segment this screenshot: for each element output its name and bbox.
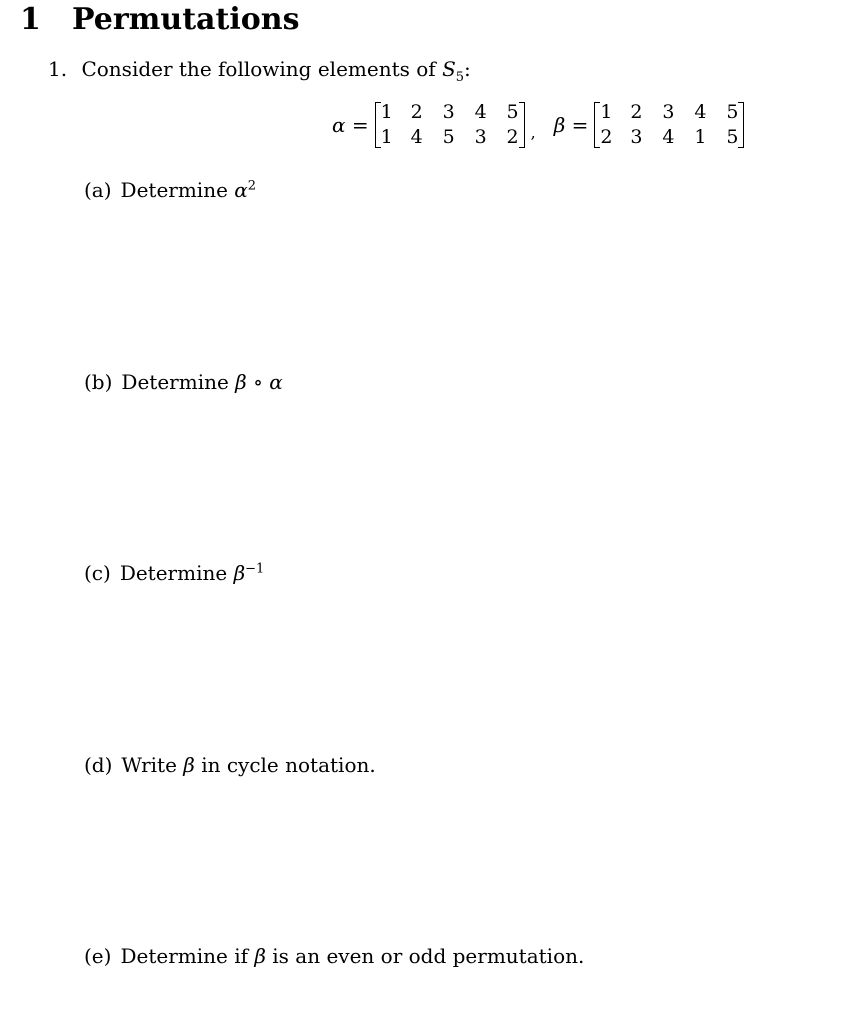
group-subscript: 5 (455, 70, 465, 85)
matrix-cell: 4 (662, 126, 675, 148)
part-superscript: 2 (247, 178, 257, 194)
matrix-cell: 4 (410, 126, 423, 148)
problem-number: 1. (48, 57, 68, 81)
matrix-cell: 5 (506, 101, 519, 123)
matrix-cell: 3 (630, 126, 643, 148)
beta-symbol: β (553, 113, 566, 137)
alpha-symbol: α (332, 113, 346, 137)
alpha-top-row (381, 100, 519, 125)
matrix-cell: 4 (694, 101, 707, 123)
alpha-equals: = (351, 113, 369, 137)
part-superscript: −1 (245, 561, 265, 577)
beta-bottom-row (600, 125, 738, 150)
matrix-cell: 1 (694, 126, 707, 148)
problem-intro-end: : (464, 57, 471, 81)
matrix-cell: 3 (662, 101, 675, 123)
part-label: (b) (84, 370, 113, 394)
matrix-cell: 5 (726, 126, 739, 148)
matrix-cell: 1 (600, 101, 613, 123)
section-number: 1 (20, 2, 41, 37)
section-heading (20, 2, 299, 37)
alpha-bottom-row (381, 125, 519, 150)
matrix-cell: 5 (442, 126, 455, 148)
part-d (84, 753, 376, 777)
matrix-cell: 3 (442, 101, 455, 123)
part-text-continued: is an even or odd permutation. (272, 944, 585, 968)
matrix-cell: 2 (630, 101, 643, 123)
matrix-cell: 4 (474, 101, 487, 123)
part-a (84, 178, 256, 202)
part-text-continued: in cycle notation. (201, 753, 376, 777)
matrix-cell: 5 (726, 101, 739, 123)
part-b (84, 370, 283, 394)
alpha-matrix (375, 100, 525, 150)
part-label: (c) (84, 561, 111, 585)
problem-intro-text: Consider the following elements of (81, 57, 436, 81)
part-label: (e) (84, 944, 112, 968)
matrix-separator: , (530, 123, 536, 142)
problem-intro (48, 57, 471, 85)
part-text: Determine (119, 561, 228, 585)
part-math: β (183, 753, 195, 777)
part-label: (a) (84, 178, 112, 202)
matrix-cell: 2 (410, 101, 423, 123)
matrix-cell: 2 (506, 126, 519, 148)
part-math: β ∘ α (235, 370, 283, 394)
section-title: Permutations (72, 2, 300, 37)
beta-top-row (600, 100, 738, 125)
permutation-definitions (332, 100, 744, 150)
part-math: β (254, 944, 266, 968)
part-text: Determine if (120, 944, 248, 968)
matrix-cell: 1 (380, 101, 393, 123)
part-text: Determine (121, 370, 229, 394)
part-c (84, 561, 264, 585)
beta-lhs (554, 113, 589, 137)
part-math: α (234, 178, 248, 202)
beta-matrix (594, 100, 744, 150)
matrix-cell: 3 (474, 126, 487, 148)
matrix-cell: 1 (380, 126, 393, 148)
part-label: (d) (84, 753, 113, 777)
beta-equals: = (571, 113, 589, 137)
alpha-lhs (332, 113, 369, 137)
group-symbol: S (442, 57, 456, 81)
part-e (84, 944, 584, 968)
matrix-cell: 2 (600, 126, 613, 148)
part-text: Determine (120, 178, 228, 202)
part-math: β (233, 561, 246, 585)
part-text: Write (121, 753, 177, 777)
